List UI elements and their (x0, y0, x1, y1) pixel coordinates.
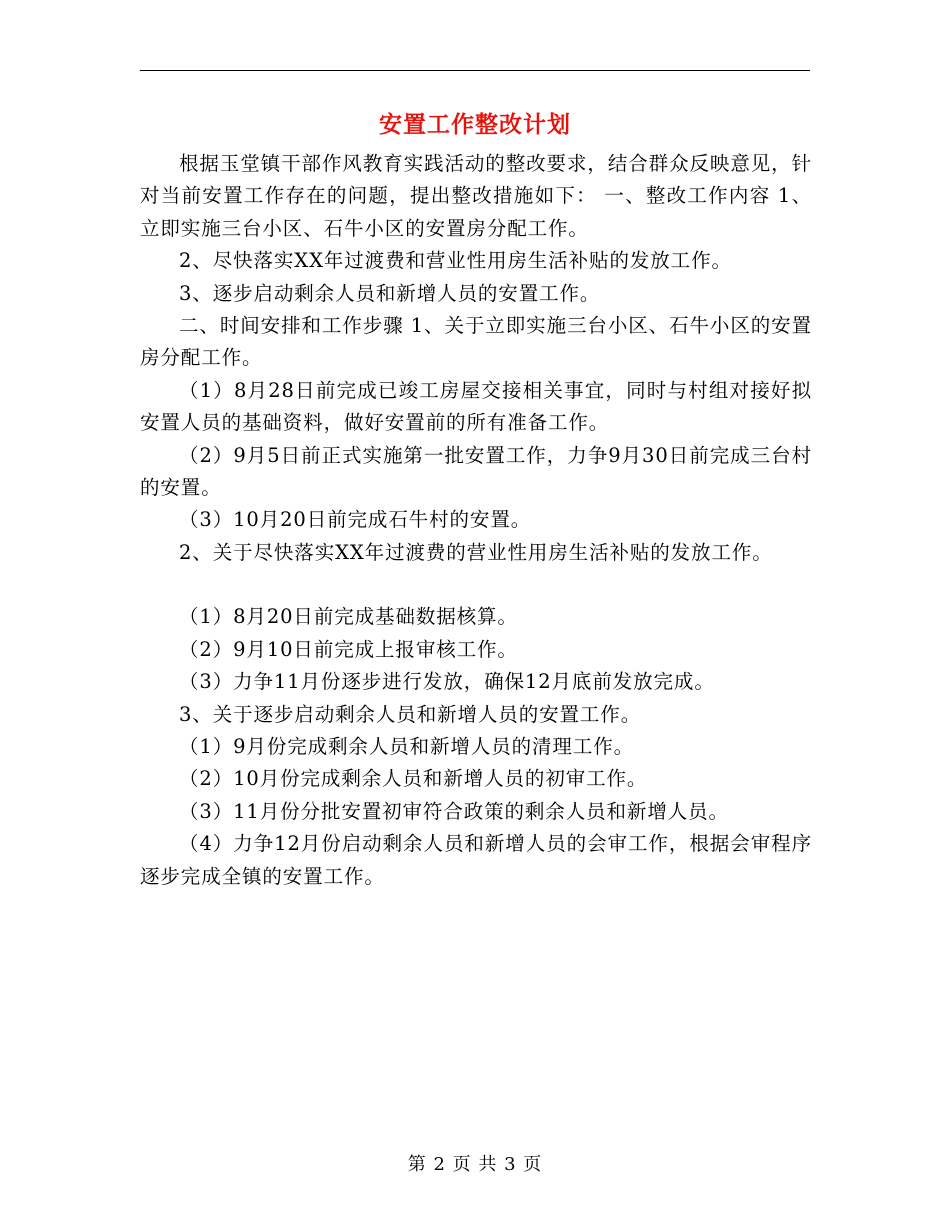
paragraph-step-1-2: （2）9月5日前正式实施第一批安置工作，力争9月30日前完成三台村的安置。 (140, 443, 812, 500)
paragraph-step-2-3: （3）力争11月份逐步进行发放，确保12月底前发放完成。 (179, 670, 715, 694)
paragraph-step-1-1: （1）8月28日前完成已竣工房屋交接相关事宜，同时与村组对接好拟安置人员的基础资料，做好安置前的所有准备工作。 (140, 378, 812, 435)
blank-line (140, 569, 812, 601)
paragraph-subsection-2: 2、关于尽快落实XX年过渡费的营业性用房生活补贴的发放工作。 (179, 540, 773, 564)
paragraph-subsection-3: 3、关于逐步启动剩余人员和新增人员的安置工作。 (179, 702, 642, 726)
paragraph-step-3-1: （1）9月份完成剩余人员和新增人员的清理工作。 (179, 734, 635, 758)
paragraph-intro: 根据玉堂镇干部作风教育实践活动的整改要求，结合群众反映意见，针对当前安置工作存在的问题，提出整改措施如下： 一、整改工作内容 1、立即实施三台小区、石牛小区的安置房分配工作。 (140, 152, 812, 240)
paragraph-step-3-3: （3）11月份分批安置初审符合政策的剩余人员和新增人员。 (179, 799, 729, 823)
page-number: 第 2 页 共 3 页 (407, 1154, 543, 1175)
paragraph-item-3: 3、逐步启动剩余人员和新增人员的安置工作。 (179, 281, 601, 305)
paragraph-step-1-3: （3）10月20日前完成石牛村的安置。 (179, 508, 532, 532)
header-rule (140, 70, 810, 71)
paragraph-step-3-4: （4）力争12月份启动剩余人员和新增人员的会审工作，根据会审程序逐步完成全镇的安置工作。 (140, 832, 812, 888)
document-body (140, 148, 812, 893)
paragraph-step-2-2: （2）9月10日前完成上报审核工作。 (179, 637, 518, 661)
paragraph-section-2: 二、时间安排和工作步骤 1、关于立即实施三台小区、石牛小区的安置房分配工作。 (140, 314, 812, 370)
paragraph-item-2: 2、尽快落实XX年过渡费和营业性用房生活补贴的发放工作。 (179, 249, 732, 273)
document-title: 安置工作整改计划 (379, 111, 571, 138)
paragraph-step-2-1: （1）8月20日前完成基础数据核算。 (179, 605, 518, 629)
paragraph-step-3-2: （2）10月份完成剩余人员和新增人员的初审工作。 (179, 767, 648, 791)
